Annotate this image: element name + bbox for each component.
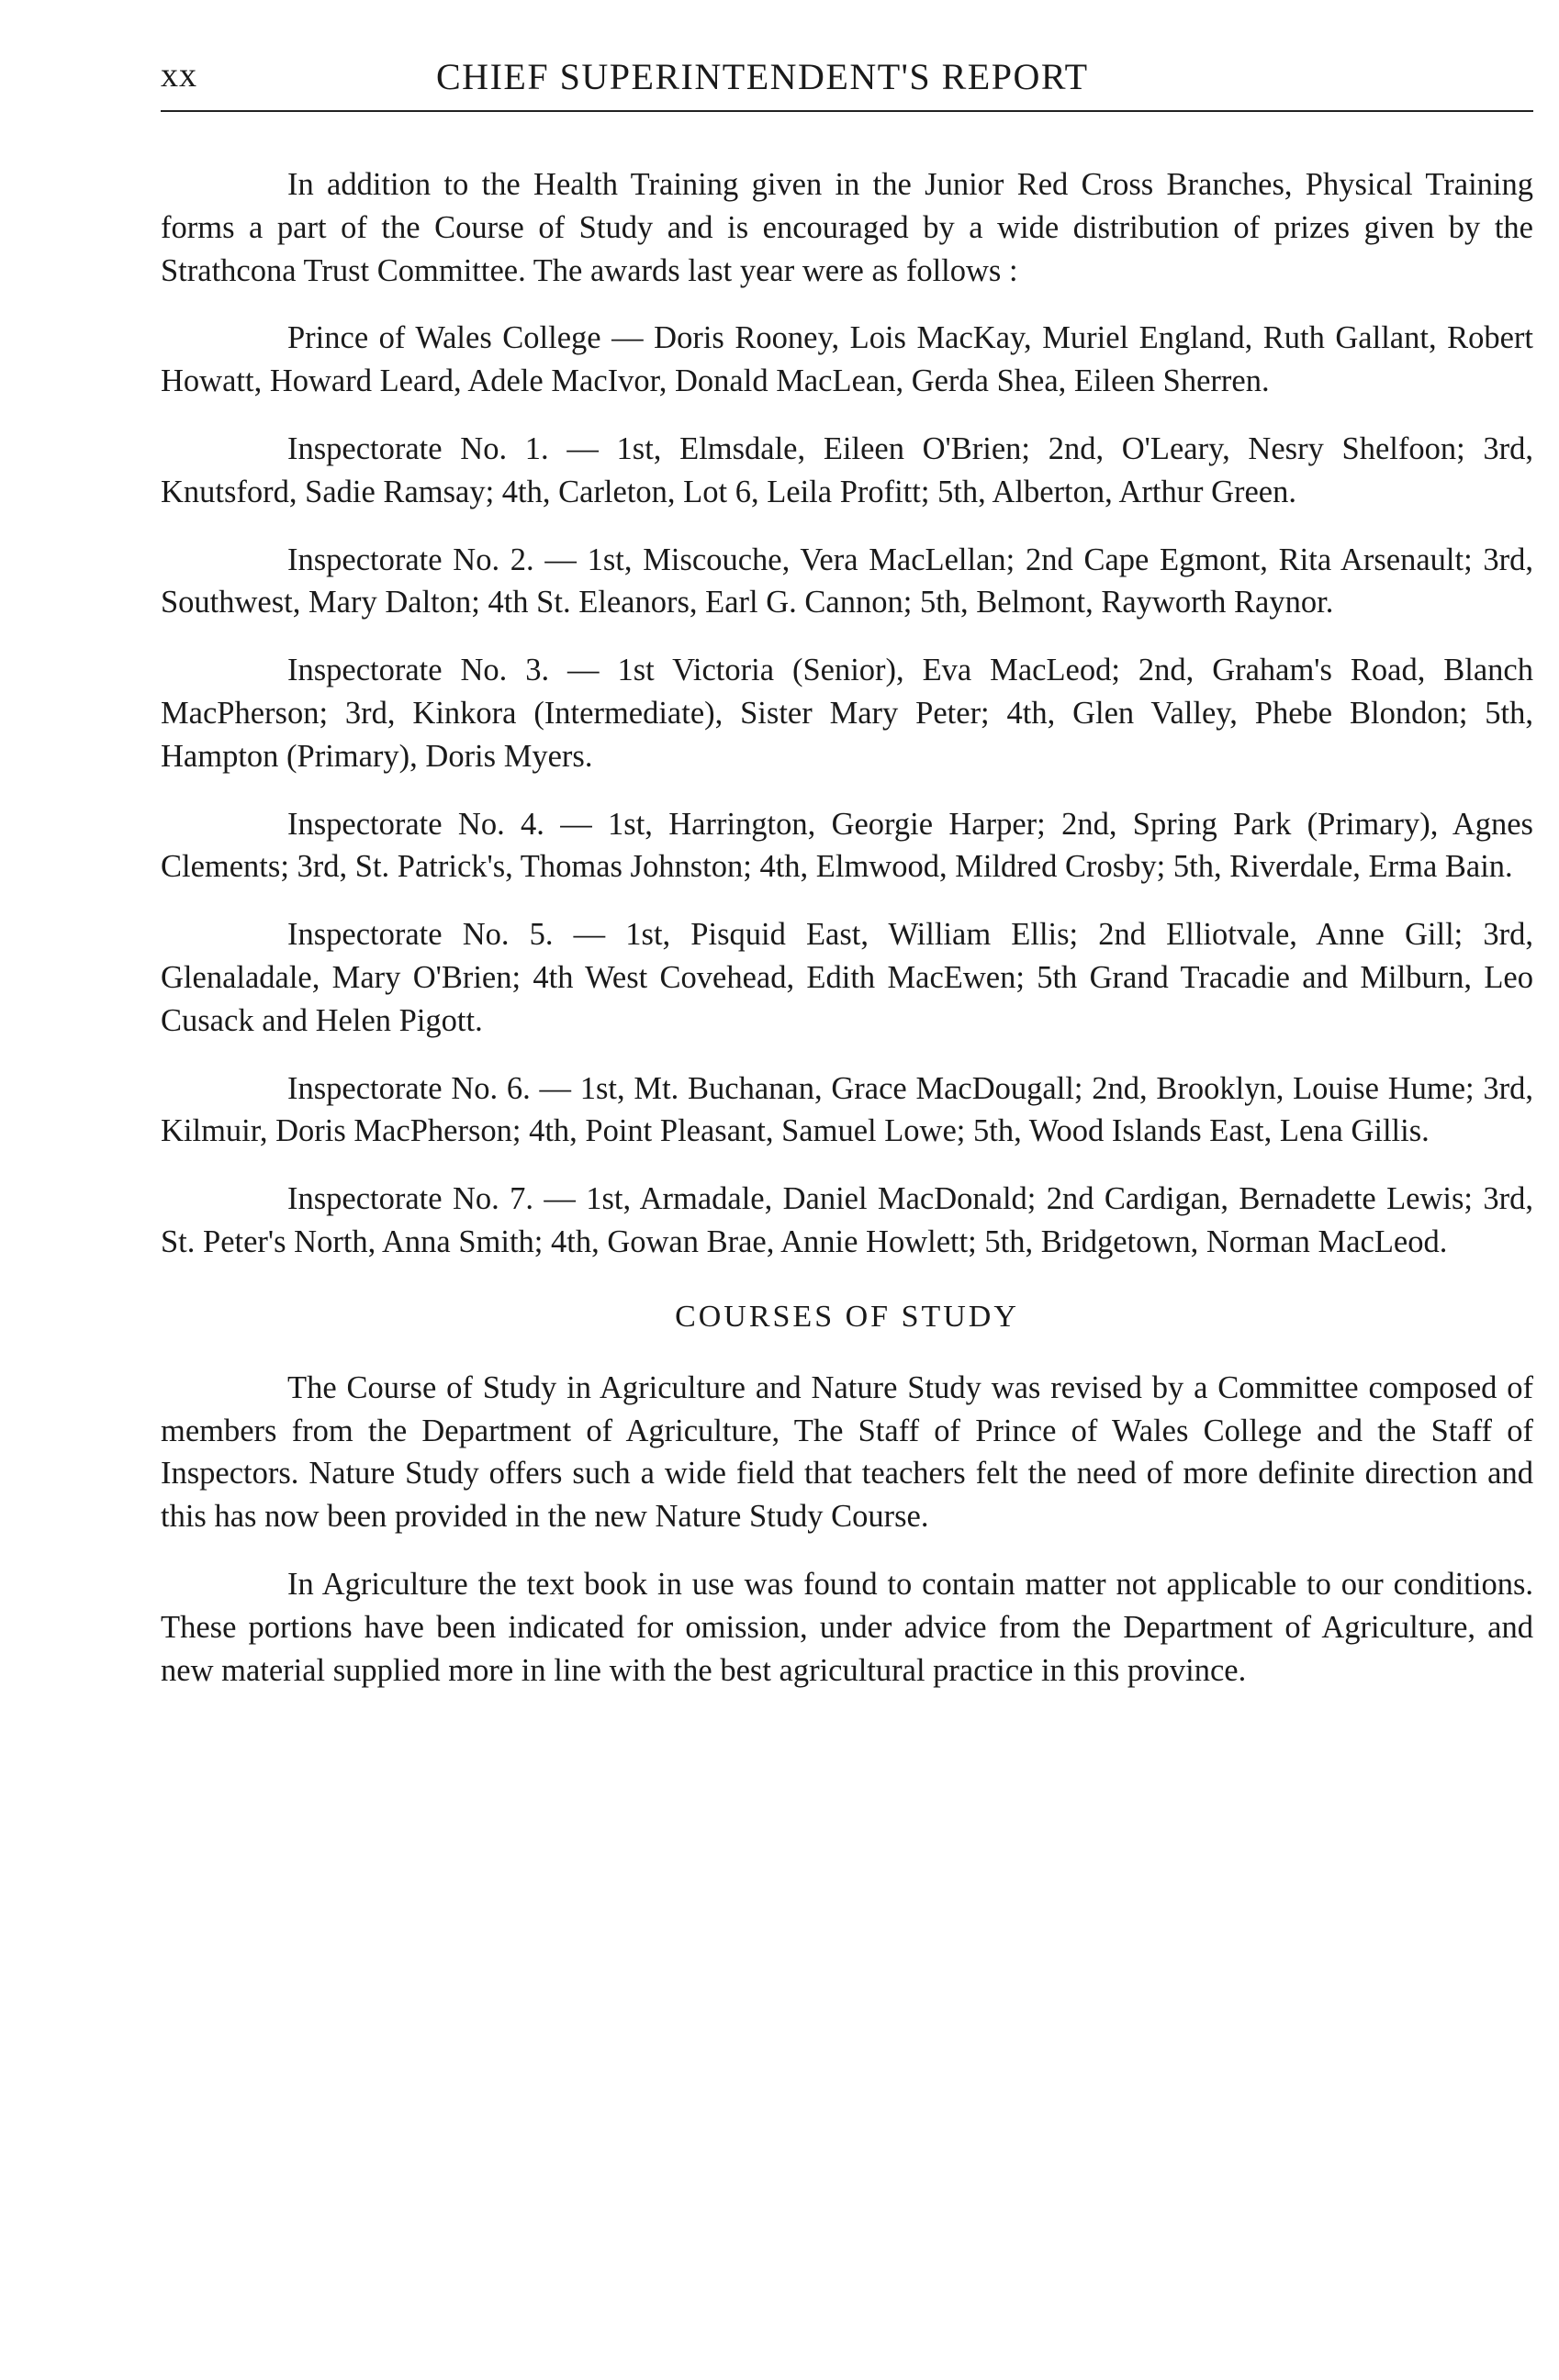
report-body bbox=[161, 163, 1533, 1716]
intro-paragraph: In addition to the Health Training given in the Junior Red Cross Branches, Physical Training forms a part of the Course of Study and is encouraged by a wide distribution of prizes given by the Strathcona Trust Committee. The awards last year were as follows : bbox=[161, 167, 1533, 288]
header-rule bbox=[161, 110, 1533, 112]
courses-paragraph-nature-study: The Course of Study in Agriculture and Nature Study was revised by a Committee composed of members from the Department of Agriculture, The Staff of Prince of Wales College and the Staff of Inspectors. Nature Study offers such a wide field that teachers felt the need of more definite direction and this has now been provided in the new Nature Study Course. bbox=[161, 1369, 1533, 1535]
running-header bbox=[161, 55, 1533, 110]
award-inspectorate-7: Inspectorate No. 7. — 1st, Armadale, Daniel MacDonald; 2nd Cardigan, Bernadette Lewis; 3rd, St. Peter's North, Anna Smith; 4th, Gowan Brae, Annie Howlett; 5th, Bridgetown, Norman MacLeod. bbox=[161, 1181, 1533, 1259]
award-inspectorate-1: Inspectorate No. 1. — 1st, Elmsdale, Eileen O'Brien; 2nd, O'Leary, Nesry Shelfoon; 3rd, Knutsford, Sadie Ramsay; 4th, Carleton, Lot 6, Leila Profitt; 5th, Alberton, Arthur Green. bbox=[161, 430, 1533, 509]
page-number: xx bbox=[161, 56, 197, 95]
award-prince-of-wales-college: Prince of Wales College — Doris Rooney, Lois MacKay, Muriel England, Ruth Gallant, Robert Howatt, Howard Leard, Adele MacIvor, Donald MacLean, Gerda Shea, Eileen Sherren. bbox=[161, 320, 1533, 399]
report-page bbox=[161, 55, 1533, 1688]
award-inspectorate-4: Inspectorate No. 4. — 1st, Harrington, Georgie Harper; 2nd, Spring Park (Primary), Agnes Clements; 3rd, St. Patrick's, Thomas Johnston; 4th, Elmwood, Mildred Crosby; 5th, Riverdale, Erma Bain. bbox=[161, 806, 1533, 885]
section-heading: COURSES OF STUDY bbox=[675, 1299, 1019, 1334]
award-inspectorate-6: Inspectorate No. 6. — 1st, Mt. Buchanan, Grace MacDougall; 2nd, Brooklyn, Louise Hume; 3rd, Kilmuir, Doris MacPherson; 4th, Point Pleasant, Samuel Lowe; 5th, Wood Islands East, Lena Gillis. bbox=[161, 1070, 1533, 1149]
award-inspectorate-2: Inspectorate No. 2. — 1st, Miscouche, Vera MacLellan; 2nd Cape Egmont, Rita Arsenault; 3rd, Southwest, Mary Dalton; 4th St. Eleanors, Earl G. Cannon; 5th, Belmont, Rayworth Raynor. bbox=[161, 542, 1533, 620]
award-inspectorate-5: Inspectorate No. 5. — 1st, Pisquid East, William Ellis; 2nd Elliotvale, Anne Gill; 3rd, Glenaladale, Mary O'Brien; 4th West Covehead, Edith MacEwen; 5th Grand Tracadie and Milburn, Leo Cusack and Helen Pigott. bbox=[161, 917, 1533, 1038]
courses-paragraph-agriculture: In Agriculture the text book in use was found to contain matter not applicable to our conditions. These portions have been indicated for omission, under advice from the Department of Agriculture, and new material supplied more in line with the best agricultural practice in this province. bbox=[161, 1566, 1533, 1688]
award-inspectorate-3: Inspectorate No. 3. — 1st Victoria (Senior), Eva MacLeod; 2nd, Graham's Road, Blanch MacPherson; 3rd, Kinkora (Intermediate), Sister Mary Peter; 4th, Glen Valley, Phebe Blondon; 5th, Hampton (Primary), Doris Myers. bbox=[161, 653, 1533, 774]
running-title: CHIEF SUPERINTENDENT'S REPORT bbox=[436, 56, 1089, 97]
